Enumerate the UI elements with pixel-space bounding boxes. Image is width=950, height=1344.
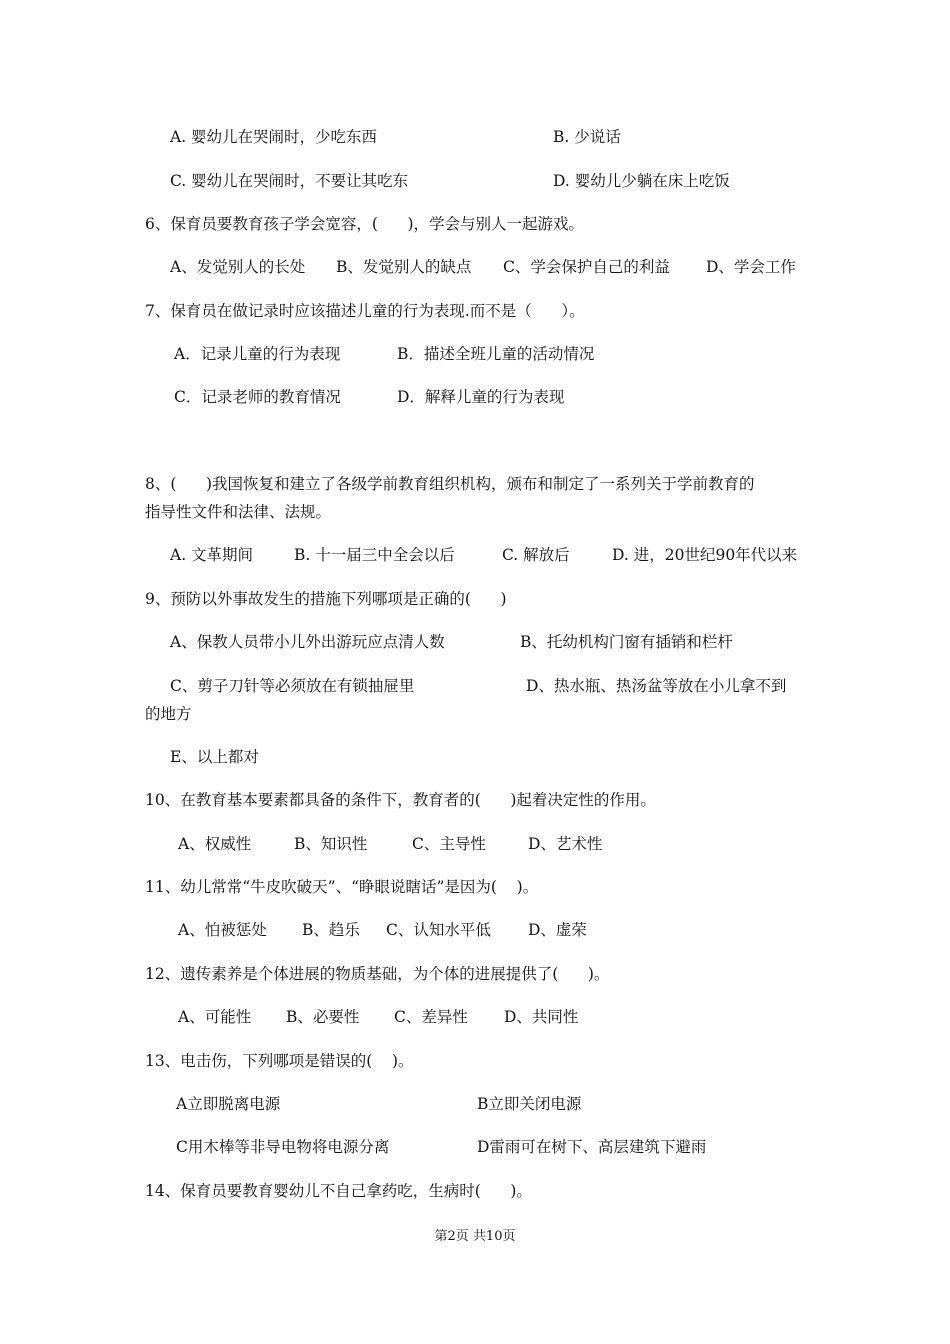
q13-option-d: D雷雨可在树下、高层建筑下避雨 — [477, 1138, 707, 1156]
q11-option-a: A、怕被惩处 — [178, 921, 267, 939]
q7-stem: 7、保育员在做记录时应该描述儿童的行为表现.而不是（ ）。 — [145, 302, 585, 320]
q7-option-a: A．记录儿童的行为表现 — [174, 345, 341, 363]
q8-stem-line2: 指导性文件和法律、法规。 — [145, 503, 332, 521]
q7-option-c: C．记录老师的教育情况 — [174, 388, 341, 406]
q12-option-c: C、差异性 — [394, 1008, 468, 1026]
q8-option-c: C. 解放后 — [502, 546, 570, 564]
q7-option-d: D．解释儿童的行为表现 — [397, 388, 565, 406]
q9-option-d-line2: 的地方 — [145, 705, 192, 723]
q8-option-d: D. 进，20世纪90年代以来 — [612, 546, 798, 564]
q11-option-d: D、虚荣 — [528, 921, 587, 939]
q5-option-c: C. 婴幼儿在哭闹时，不要让其吃东 — [170, 172, 409, 190]
q11-option-c: C、认知水平低 — [386, 921, 491, 939]
q9-option-b: B、托幼机构门窗有插销和栏杆 — [520, 633, 733, 651]
q8-option-a: A. 文革期间 — [170, 546, 254, 564]
q9-option-c: C、剪子刀针等必须放在有锁抽屉里 — [170, 677, 415, 695]
q5-option-b: B. 少说话 — [553, 128, 621, 146]
q12-option-a: A、可能性 — [178, 1008, 252, 1026]
q13-option-c: C用木棒等非导电物将电源分离 — [176, 1138, 390, 1156]
q14-stem: 14、保育员要教育婴幼儿不自己拿药吃，生病时( )。 — [145, 1182, 532, 1200]
q8-option-b: B. 十一届三中全会以后 — [294, 546, 455, 564]
q12-option-d: D、共同性 — [504, 1008, 579, 1026]
q11-option-b: B、趋乐 — [302, 921, 360, 939]
q13-option-b: B立即关闭电源 — [477, 1095, 582, 1113]
q13-option-a: A立即脱离电源 — [176, 1095, 281, 1113]
q9-stem: 9、预防以外事故发生的措施下列哪项是正确的( ) — [145, 590, 507, 608]
q11-stem: 11、幼儿常常“牛皮吹破天”、“睁眼说瞎话”是因为( )。 — [145, 878, 539, 896]
q13-stem: 13、电击伤，下列哪项是错误的( )。 — [145, 1052, 414, 1070]
q12-option-b: B、必要性 — [286, 1008, 360, 1026]
q9-option-d-line1: D、热水瓶、热汤盆等放在小儿拿不到 — [526, 677, 787, 695]
page-number-footer: 第2页 共10页 — [434, 1229, 516, 1244]
q12-stem: 12、遗传素养是个体进展的物质基础，为个体的进展提供了( )。 — [145, 965, 610, 983]
q8-stem-line1: 8、( )我国恢复和建立了各级学前教育组织机构，颁布和制定了一系列关于学前教育的 — [145, 475, 755, 493]
q6-option-c: C、学会保护自己的利益 — [503, 258, 670, 276]
q10-stem: 10、在教育基本要素都具备的条件下，教育者的( )起着决定性的作用。 — [145, 791, 656, 809]
q10-option-a: A、权威性 — [178, 835, 252, 853]
q9-option-a: A、保教人员带小儿外出游玩应点清人数 — [170, 633, 445, 651]
q6-option-a: A、发觉别人的长处 — [170, 258, 306, 276]
q10-option-d: D、艺术性 — [528, 835, 603, 853]
q6-stem: 6、保育员要教育孩子学会宽容，( )，学会与别人一起游戏。 — [145, 215, 585, 233]
q7-option-b: B．描述全班儿童的活动情况 — [397, 345, 595, 363]
q10-option-c: C、主导性 — [412, 835, 486, 853]
q9-option-e: E、以上都对 — [170, 748, 259, 766]
q6-option-d: D、学会工作 — [706, 258, 796, 276]
q10-option-b: B、知识性 — [294, 835, 368, 853]
q6-option-b: B、发觉别人的缺点 — [336, 258, 472, 276]
q5-option-d: D. 婴幼儿少躺在床上吃饭 — [553, 172, 730, 190]
q5-option-a: A. 婴幼儿在哭闹时，少吃东西 — [170, 128, 378, 146]
